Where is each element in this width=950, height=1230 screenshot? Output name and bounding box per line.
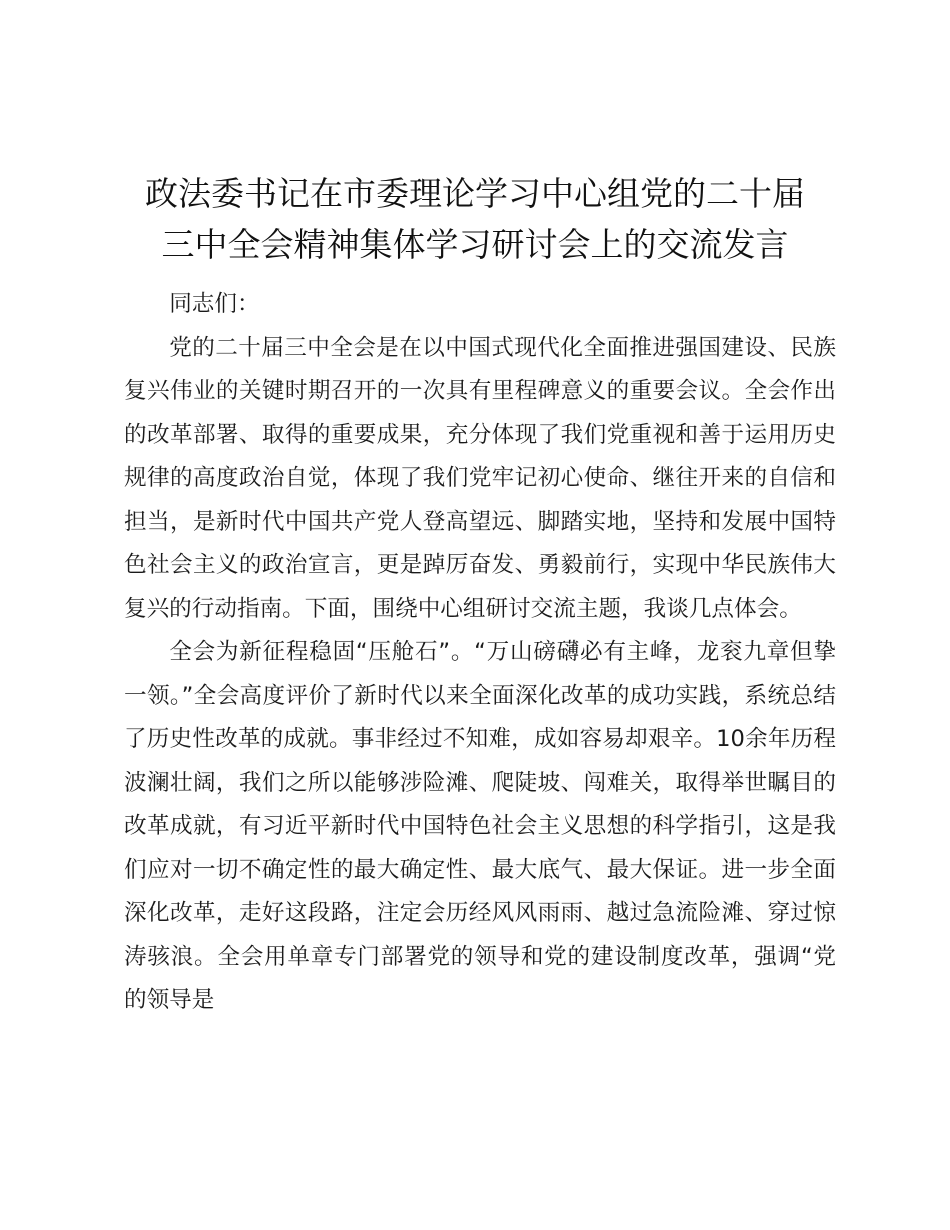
title-line-1: 政法委书记在市委理论学习中心组党的二十届 xyxy=(145,174,805,213)
title-line-2: 三中全会精神集体学习研讨会上的交流发言 xyxy=(161,225,789,264)
body-paragraph-2: 全会为新征程稳固“压舱石”。“万山磅礴必有主峰，龙衮九章但挚一领。”全会高度评价了新时代以来全面深化改革的成功实践，系统总结了历史性改革的成就。事非经过不知难，成如容易却艰辛。10余年历程波澜壮阔，我们之所以能够涉险滩、爬陡坡、闯难关，取得举世瞩目的改革成就，有习近平新时代中国特色社会主义思想的科学指引，这是我们应对一切不确定性的最大确定性、最大底气、最大保证。进一步全面深化改革，走好这段路，注定会历经风风雨雨、越过急流险滩、穿过惊涛骇浪。全会用单章专门部署党的领导和党的建设制度改革，强调“党的领导是 xyxy=(124,639,836,1013)
salutation: 同志们： xyxy=(169,291,260,317)
document-body xyxy=(124,283,836,1023)
document-title xyxy=(100,168,850,270)
body-paragraph-1: 党的二十届三中全会是在以中国式现代化全面推进强国建设、民族复兴伟业的关键时期召开的一次具有里程碑意义的重要会议。全会作出的改革部署、取得的重要成果，充分体现了我们党重视和善于运用历史规律的高度政治自觉，体现了我们党牢记初心使命、继往开来的自信和担当，是新时代中国共产党人登高望远、脚踏实地，坚持和发展中国特色社会主义的政治宣言，更是踔厉奋发、勇毅前行，实现中华民族伟大复兴的行动指南。下面，围绕中心组研讨交流主题，我谈几点体会。 xyxy=(124,334,836,622)
